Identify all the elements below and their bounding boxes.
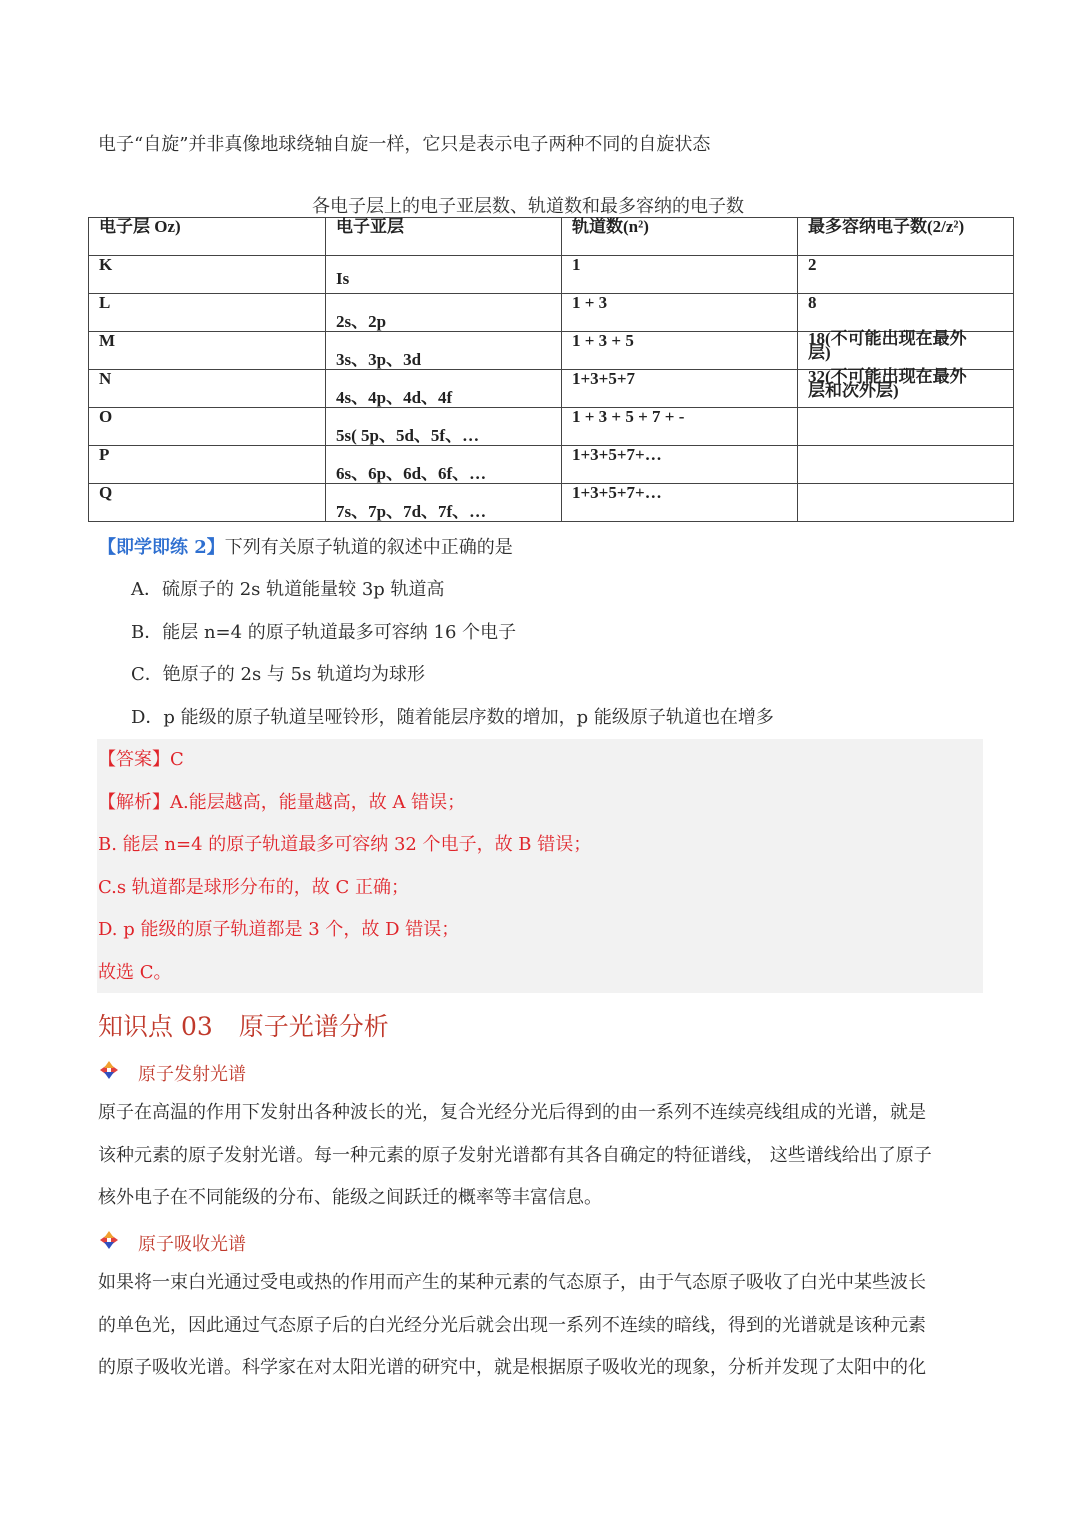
table-header-row bbox=[89, 218, 1014, 256]
exercise-question bbox=[98, 537, 513, 559]
analysis-line: 故选 C。 bbox=[98, 961, 172, 983]
sublayer-cell: 2s、2p bbox=[336, 312, 387, 331]
answer-content bbox=[98, 739, 591, 994]
max-cell: 8 bbox=[808, 293, 817, 312]
layer-cell: M bbox=[99, 331, 116, 350]
option-b: B．能层 n=4 的原子轨道最多可容纳 16 个电子 bbox=[131, 621, 517, 643]
table-row bbox=[89, 408, 1014, 446]
header-cell: 电子亚层 bbox=[326, 218, 562, 256]
table-row bbox=[89, 332, 1014, 370]
absorption-subheading: 原子吸收光谱 bbox=[138, 1234, 246, 1255]
bullet-arrow-icon bbox=[98, 1230, 120, 1254]
paragraph-line: 该种元素的原子发射光谱。每一种元素的原子发射光谱都有其各自确定的特征谱线， 这些谱线给出了原子 bbox=[98, 1144, 932, 1166]
orbit-cell: 1 bbox=[572, 255, 581, 274]
sublayer-cell: 6s、6p、6d、6f、… bbox=[336, 464, 487, 483]
header-cell: 电子层 Oz) bbox=[89, 218, 326, 256]
table-row bbox=[89, 446, 1014, 484]
sublayer-cell: 5s( 5p、5d、5f、… bbox=[336, 426, 480, 445]
table-row bbox=[89, 370, 1014, 408]
layer-cell: Q bbox=[99, 483, 113, 502]
emission-paragraph bbox=[98, 1092, 932, 1220]
analysis-line: C.s 轨道都是球形分布的，故 C 正确； bbox=[98, 876, 410, 898]
layer-cell: N bbox=[99, 369, 112, 388]
sublayer-cell: Is bbox=[336, 269, 350, 288]
max-cell: 2 bbox=[808, 255, 817, 274]
orbit-cell: 1 + 3 + 5 + 7 + - bbox=[572, 407, 685, 426]
answer-line: 【答案】C bbox=[98, 749, 184, 770]
paragraph-line: 如果将一束白光通过受电或热的作用而产生的某种元素的气态原子，由于气态原子吸收了白光中某些波长 bbox=[98, 1272, 926, 1293]
sublayer-cell: 7s、7p、7d、7f、… bbox=[336, 502, 487, 521]
section-heading bbox=[98, 1007, 389, 1043]
emission-subheading: 原子发射光谱 bbox=[138, 1064, 246, 1085]
section-title: 原子光谱分析 bbox=[238, 1012, 389, 1041]
header-cell: 轨道数(n²) bbox=[562, 218, 798, 256]
options-list bbox=[131, 569, 774, 739]
analysis-line: D. p 能级的原子轨道都是 3 个，故 D 错误； bbox=[98, 919, 460, 940]
absorption-paragraph bbox=[98, 1262, 926, 1390]
section-number: 知识点 03 bbox=[98, 1012, 213, 1041]
layer-cell: O bbox=[99, 407, 113, 426]
paragraph-line: 核外电子在不同能级的分布、能级之间跃迁的概率等丰富信息。 bbox=[98, 1187, 602, 1208]
table-row bbox=[89, 484, 1014, 522]
orbit-cell: 1+3+5+7+… bbox=[572, 483, 662, 502]
orbit-cell: 1+3+5+7+… bbox=[572, 445, 662, 464]
table-caption: 各电子层上的电子亚层数、轨道数和最多容纳的电子数 bbox=[312, 196, 744, 217]
layer-cell: L bbox=[99, 293, 111, 312]
paragraph-line: 的原子吸收光谱。科学家在对太阳光谱的研究中，就是根据原子吸收光的现象，分析并发现了太阳中的化 bbox=[98, 1357, 926, 1378]
max-cell: 32(不可能出现在最外 层和次外层) bbox=[808, 367, 967, 400]
analysis-line: 【解析】A.能层越高，能量越高，故 A 错误； bbox=[98, 791, 466, 813]
paragraph-line: 的单色光，因此通过气态原子后的白光经分光后就会出现一系列不连续的暗线，得到的光谱就是该种元素 bbox=[98, 1314, 926, 1336]
option-d: D．p 能级的原子轨道呈哑铃形，随着能层序数的增加，p 能级原子轨道也在增多 bbox=[131, 706, 774, 728]
header-cell: 最多容纳电子数(2/z²) bbox=[798, 218, 1014, 256]
question-text: 下列有关原子轨道的叙述中正确的是 bbox=[224, 537, 513, 558]
sublayer-cell: 4s、4p、4d、4f bbox=[336, 388, 453, 407]
max-cell: 18(不可能出现在最外 层) bbox=[808, 329, 967, 362]
bullet-arrow-icon bbox=[98, 1060, 120, 1084]
table-row bbox=[89, 294, 1014, 332]
option-a: A．硫原子的 2s 轨道能量较 3p 轨道高 bbox=[131, 579, 445, 600]
sublayer-cell: 3s、3p、3d bbox=[336, 350, 422, 369]
orbit-cell: 1 + 3 + 5 bbox=[572, 331, 634, 350]
layer-cell: K bbox=[99, 255, 113, 274]
paragraph-line: 原子在高温的作用下发射出各种波长的光，复合光经分光后得到的由一系列不连续亮线组成的光谱，就是 bbox=[98, 1102, 926, 1123]
electron-shell-table bbox=[88, 217, 1014, 522]
table-row bbox=[89, 256, 1014, 294]
exercise-tag: 【即学即练 2】 bbox=[98, 537, 225, 558]
orbit-cell: 1 + 3 bbox=[572, 293, 608, 312]
option-c: C．铯原子的 2s 与 5s 轨道均为球形 bbox=[131, 664, 426, 685]
intro-line: 电子“自旋”并非真像地球绕轴自旋一样，它只是表示电子两种不同的自旋状态 bbox=[98, 134, 711, 155]
analysis-line: B. 能层 n=4 的原子轨道最多可容纳 32 个电子，故 B 错误； bbox=[98, 834, 592, 855]
orbit-cell: 1+3+5+7 bbox=[572, 369, 636, 388]
layer-cell: P bbox=[99, 445, 110, 464]
